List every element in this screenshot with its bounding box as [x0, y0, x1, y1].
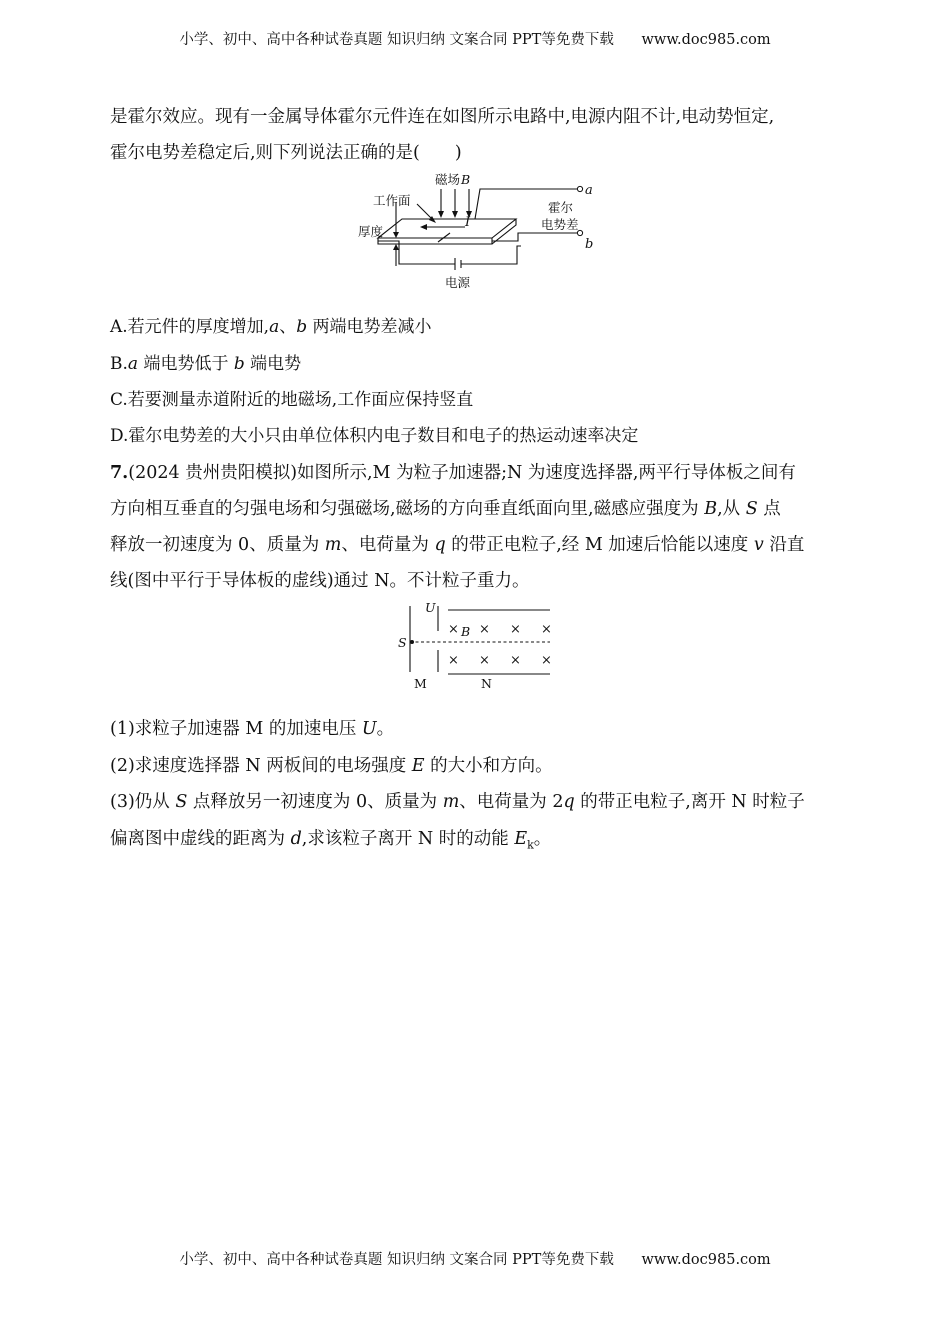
fig1-current-label: I	[465, 215, 471, 230]
option-d: D.霍尔电势差的大小只由单位体积内电子数目和电子的热运动速率决定	[110, 426, 639, 446]
fig1-a-label: a	[585, 183, 593, 198]
page-header: 小学、初中、高中各种试卷真题 知识归纳 文案合同 PPT等免费下载 www.doc985.com	[179, 32, 771, 48]
field-cross: ×	[479, 622, 490, 637]
fig1-B-label: B	[461, 172, 471, 187]
question-number: 7.	[110, 463, 129, 483]
footer-url: www.doc985.com	[641, 1252, 771, 1268]
hall-circuit-figure	[355, 170, 615, 295]
field-cross: ×	[541, 622, 552, 637]
fig1-magnetic-label: 磁场	[435, 172, 461, 187]
q7-part-1: (1)求粒子加速器 M 的加速电压 U。	[110, 719, 395, 739]
q6-line-2: 霍尔电势差稳定后,则下列说法正确的是( )	[110, 143, 462, 163]
header-url: www.doc985.com	[641, 32, 771, 48]
fig1-source-label: 电源	[445, 275, 471, 290]
source-point-s	[410, 640, 414, 644]
option-a: A.若元件的厚度增加,a、b 两端电势差减小	[110, 317, 432, 337]
fig1-thickness-label: 厚度	[358, 224, 384, 239]
field-cross: ×	[510, 653, 521, 668]
q6-line-1: 是霍尔效应。现有一金属导体霍尔元件连在如图所示电路中,电源内阻不计,电动势恒定,	[110, 107, 775, 127]
fig1-hall-label-2: 电势差	[541, 217, 579, 232]
fig1-b-label: b	[585, 237, 594, 252]
fig2-N-label: N	[481, 676, 492, 691]
fig2-U-label: U	[425, 600, 436, 615]
field-cross: ×	[448, 622, 459, 637]
field-cross: ×	[541, 653, 552, 668]
q7-part-3-line-2: 偏离图中虚线的距离为 d,求该粒子离开 N 时的动能 $E_k$。	[110, 829, 552, 852]
fig1-hall-label-1: 霍尔	[548, 200, 574, 215]
fig2-B-label: B	[461, 624, 471, 639]
q7-part-3-line-1: (3)仍从 S 点释放另一初速度为 0、质量为 m、电荷量为 2q 的带正电粒子,离开 N 时粒子	[110, 792, 805, 812]
fig2-S-label: S	[398, 635, 407, 650]
page-footer: 小学、初中、高中各种试卷真题 知识归纳 文案合同 PPT等免费下载 www.doc985.com	[179, 1252, 771, 1268]
field-cross: ×	[479, 653, 490, 668]
velocity-selector-figure	[393, 598, 558, 695]
field-cross: ×	[448, 653, 459, 668]
option-c: C.若要测量赤道附近的地磁场,工作面应保持竖直	[110, 390, 474, 410]
option-b: B.a 端电势低于 b 端电势	[110, 354, 302, 374]
q7-line-2: 方向相互垂直的匀强电场和匀强磁场,磁场的方向垂直纸面向里,磁感应强度为 B,从 S 点	[110, 499, 781, 519]
fig2-M-label: M	[414, 676, 427, 691]
field-cross: ×	[510, 622, 521, 637]
q7-part-2: (2)求速度选择器 N 两板间的电场强度 E 的大小和方向。	[110, 756, 553, 776]
q7-line-3: 释放一初速度为 0、质量为 m、电荷量为 q 的带正电粒子,经 M 加速后恰能以速度 v 沿直	[110, 535, 805, 555]
fig1-workface-label: 工作面	[373, 193, 411, 208]
q7-line-4: 线(图中平行于导体板的虚线)通过 N。不计粒子重力。	[110, 571, 530, 591]
q7-line-1: 7.(2024 贵州贵阳模拟)如图所示,M 为粒子加速器;N 为速度选择器,两平行导体板之间有	[110, 463, 796, 483]
